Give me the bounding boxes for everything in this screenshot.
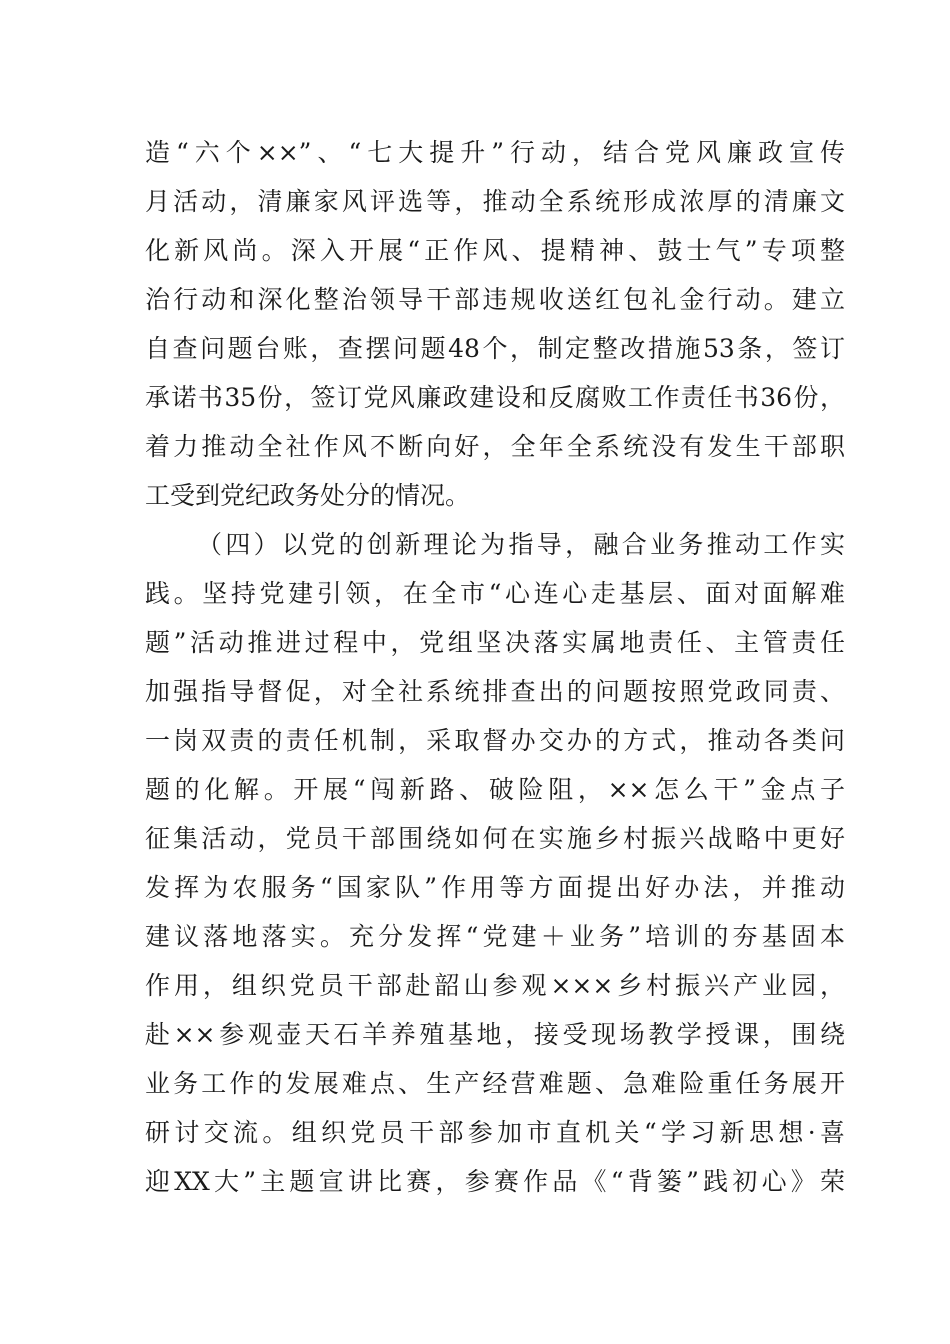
text-line: 践。坚持党建引领，在全市“心连心走基层、面对面解难 [145, 579, 845, 608]
section-heading-line: （四）以党的创新理论为指导，融合业务推动工作实 [197, 530, 845, 559]
text-line: 月活动，清廉家风评选等，推动全系统形成浓厚的清廉文 [145, 187, 845, 216]
text-line: 研讨交流。组织党员干部参加市直机关“学习新思想·喜 [145, 1118, 845, 1147]
text-line: 题”活动推进过程中，党组坚决落实属地责任、主管责任 [145, 628, 845, 657]
text-line: 治行动和深化整治领导干部违规收送红包礼金行动。建立 [145, 285, 845, 314]
text-line: 作用，组织党员干部赴韶山参观×××乡村振兴产业园， [145, 971, 845, 1000]
document-body [145, 128, 845, 1206]
text-line: 赴××参观壶天石羊养殖基地，接受现场教学授课，围绕 [145, 1020, 845, 1049]
text-line: 化新风尚。深入开展“正作风、提精神、鼓士气”专项整 [145, 236, 845, 265]
text-line: 承诺书35份，签订党风廉政建设和反腐败工作责任书36份， [145, 383, 845, 412]
text-line-last: 工受到党纪政务处分的情况。 [145, 481, 471, 510]
text-line: 业务工作的发展难点、生产经营难题、急难险重任务展开 [145, 1069, 845, 1098]
text-line: 自查问题台账，查摆问题48个，制定整改措施53条，签订 [145, 334, 845, 363]
text-line: 题的化解。开展“闯新路、破险阻，××怎么干”金点子 [145, 775, 845, 804]
text-line: 一岗双责的责任机制，采取督办交办的方式，推动各类问 [145, 726, 845, 755]
paragraph-four [145, 520, 845, 1206]
text-line: 征集活动，党员干部围绕如何在实施乡村振兴战略中更好 [145, 824, 845, 853]
text-line: 发挥为农服务“国家队”作用等方面提出好办法，并推动 [145, 873, 845, 902]
text-line: 建议落地落实。充分发挥“党建＋业务”培训的夯基固本 [145, 922, 845, 951]
text-line: 着力推动全社作风不断向好，全年全系统没有发生干部职 [145, 432, 845, 461]
paragraph-continued [145, 128, 845, 520]
text-line: 迎XX大”主题宣讲比赛，参赛作品《“背篓”践初心》荣 [145, 1167, 845, 1196]
text-line: 加强指导督促，对全社系统排查出的问题按照党政同责、 [145, 677, 845, 706]
text-line: 造“六个××”、“七大提升”行动，结合党风廉政宣传 [145, 138, 845, 167]
